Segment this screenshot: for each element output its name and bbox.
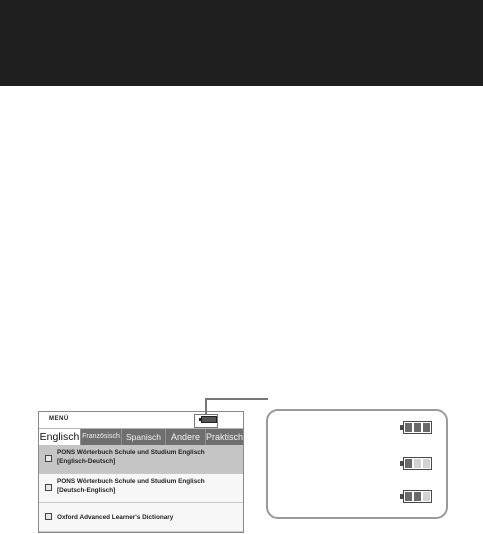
callout-line	[205, 398, 207, 414]
device-screen	[38, 411, 244, 533]
list-item-title: PONS Wörterbuch Schule und Studium Englisch	[57, 478, 205, 485]
list-item[interactable]	[39, 474, 243, 503]
dictionary-icon	[45, 484, 52, 491]
battery-full-icon	[403, 421, 432, 434]
list-item-text	[57, 478, 237, 495]
list-item-title: PONS Wörterbuch Schule und Studium Englisch	[57, 449, 205, 456]
tab-praktisch[interactable]: Praktisch	[206, 432, 243, 442]
battery-callout-marker	[194, 414, 218, 428]
list-item[interactable]	[39, 503, 243, 532]
header-band	[0, 0, 483, 86]
menu-label[interactable]: MENÜ	[49, 416, 69, 422]
list-item-title: Oxford Advanced Learner's Dictionary	[57, 514, 174, 521]
tab-englisch[interactable]: Englisch	[39, 431, 80, 443]
tab-andere[interactable]: Andere	[166, 429, 206, 445]
tab-franzoesisch[interactable]: Französisch	[81, 429, 122, 445]
list-item-text	[57, 449, 237, 466]
dictionary-icon	[45, 513, 52, 520]
dictionary-icon	[45, 455, 52, 462]
battery-partial-icon	[403, 457, 432, 470]
callout-line	[205, 398, 268, 400]
list-item-text	[57, 514, 237, 523]
list-item-subtitle: [Englisch-Deutsch]	[57, 457, 116, 465]
tab-spanisch[interactable]: Spanisch	[122, 429, 166, 445]
list-item-subtitle: [Deutsch-Englisch]	[57, 486, 116, 494]
battery-low-icon	[403, 490, 432, 503]
list-item[interactable]	[39, 445, 243, 474]
dictionary-list	[39, 445, 243, 532]
tab-bar	[39, 429, 243, 445]
